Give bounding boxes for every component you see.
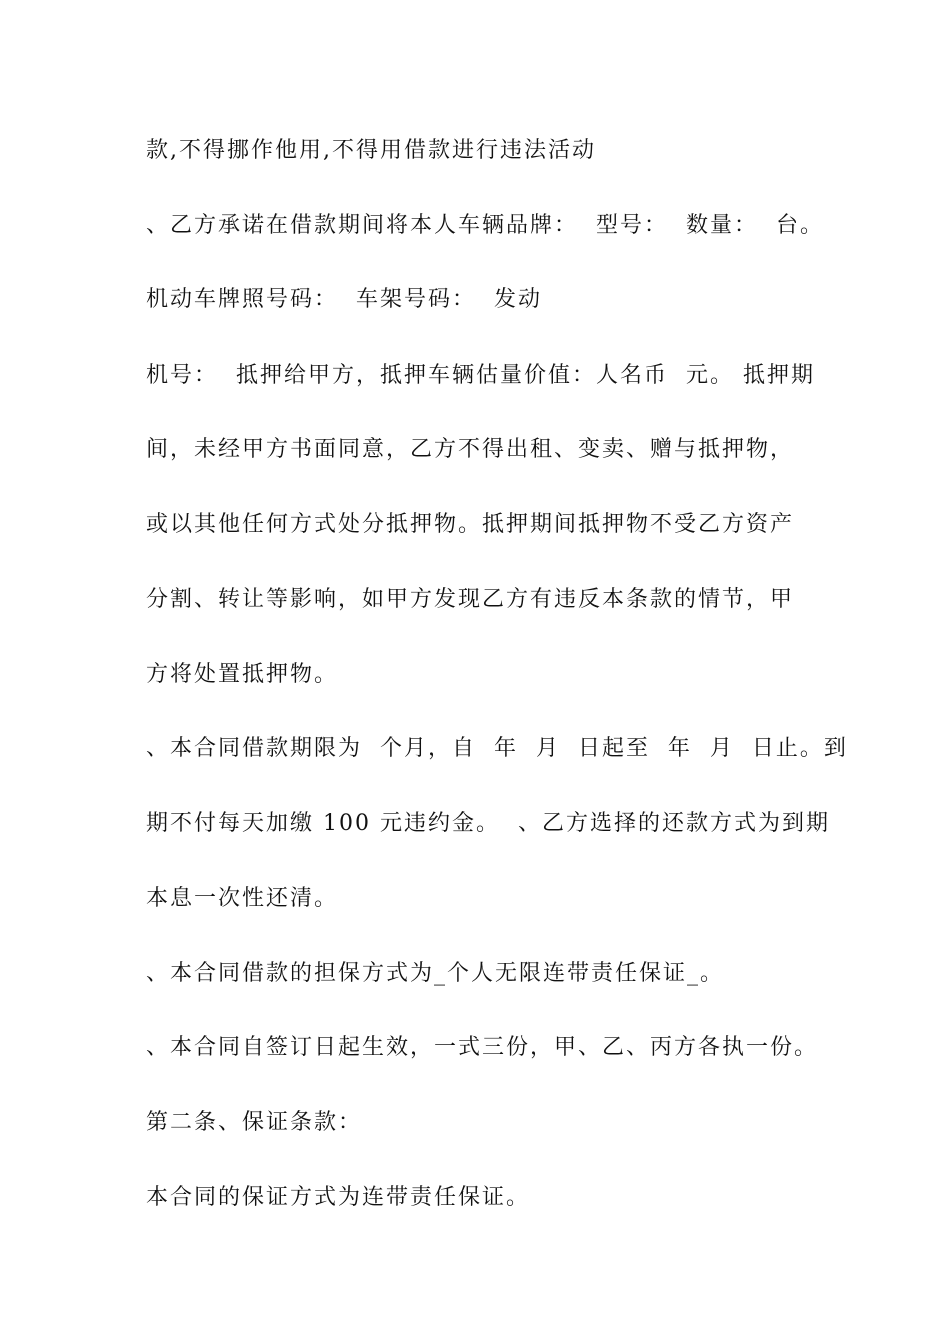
text-line: 期不付每天加缴 100 元违约金。 、乙方选择的还款方式为到期 bbox=[146, 811, 830, 836]
text-line: 、乙方承诺在借款期间将本人车辆品牌： 型号： 数量： 台。 bbox=[146, 213, 824, 238]
text-line: 、本合同借款期限为 个月，自 年 月 日起至 年 月 日止。到 bbox=[146, 736, 848, 761]
text-line: 、本合同借款的担保方式为_个人无限连带责任保证_。 bbox=[146, 961, 725, 986]
text-line: 间，未经甲方书面同意，乙方不得出租、变卖、赠与抵押物， bbox=[146, 437, 795, 462]
section-heading: 第二条、保证条款： bbox=[146, 1110, 363, 1135]
text-line: 本合同的保证方式为连带责任保证。 bbox=[146, 1185, 531, 1210]
text-line: 或以其他任何方式处分抵押物。抵押期间抵押物不受乙方资产 bbox=[146, 512, 795, 537]
text-line: 分割、转让等影响，如甲方发现乙方有违反本条款的情节，甲 bbox=[146, 587, 795, 612]
text-line: 、本合同自签订日起生效，一式三份，甲、乙、丙方各执一份。 bbox=[146, 1035, 819, 1060]
text-line: 机动车牌照号码： 车架号码： 发动 bbox=[146, 287, 542, 312]
text-line: 机号： 抵押给甲方，抵押车辆估量价值：人名币 元。 抵押期 bbox=[146, 363, 815, 388]
text-line: 款,不得挪作他用,不得用借款进行违法活动 bbox=[146, 138, 596, 163]
text-line: 本息一次性还清。 bbox=[146, 886, 339, 911]
text-line: 方将处置抵押物。 bbox=[146, 662, 339, 687]
